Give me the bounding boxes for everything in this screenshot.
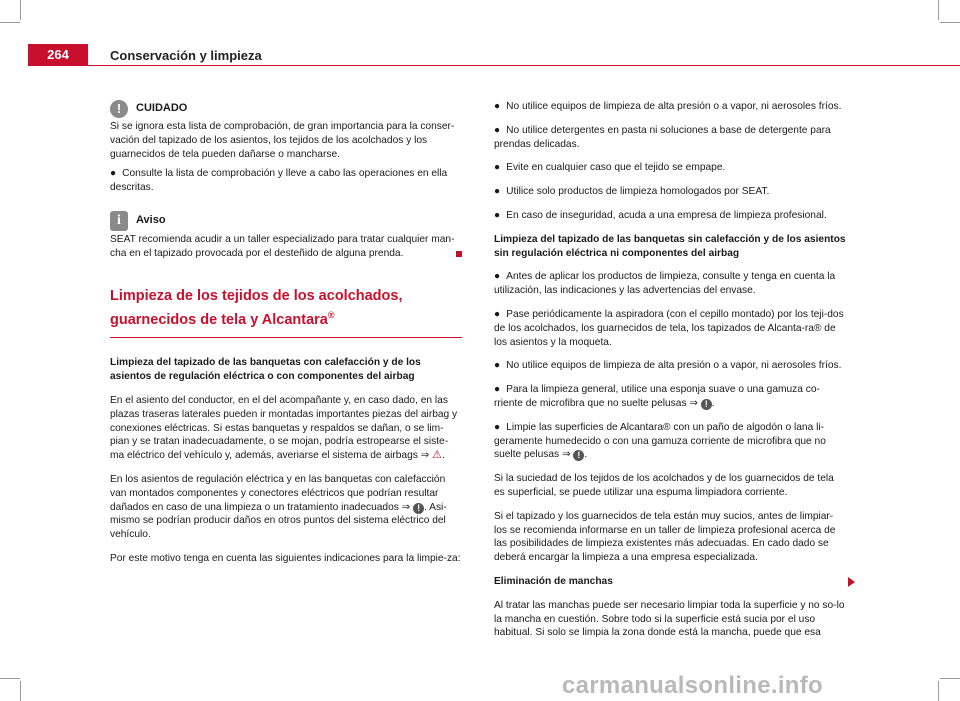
exclamation-circle-icon: !	[413, 503, 424, 514]
bullet-dot-icon: ●	[494, 360, 501, 372]
crop-mark	[940, 22, 960, 23]
crop-mark	[0, 22, 20, 23]
exclamation-circle-icon: !	[573, 450, 584, 461]
list-item: ● Limpie las superficies de Alcantara® con un paño de algodón o lana li-geramente humedecido o con una gamuza corriente de microfibra que no suelte pelusas ⇒ ! .	[494, 421, 826, 461]
list-item: ● No utilice detergentes en pasta ni soluciones a base de detergente para prendas delicadas.	[494, 124, 831, 150]
section-end-marker	[456, 251, 462, 257]
running-header-title: Conservación y limpieza	[110, 48, 262, 63]
continue-arrow-icon	[848, 577, 855, 587]
caution-text: Si se ignora esta lista de comprobación, de gran importancia para la conser-vación del tapizado de los asientos, los tejidos de los acolchados y los guarnecidos de tela pueden dañarse o mancharse.	[110, 121, 455, 160]
bullet-dot-icon: ●	[494, 271, 501, 283]
list-item: ● En caso de inseguridad, acuda a una empresa de limpieza profesional.	[494, 209, 827, 221]
page-number: 264	[28, 44, 88, 66]
notice-title: Aviso	[136, 214, 166, 227]
watermark: carmanualsonline.info	[562, 672, 824, 699]
caution-bullet: ● Consulte la lista de comprobación y lleve a cabo las operaciones en ella descritas.	[110, 168, 448, 194]
list-item: ● Antes de aplicar los productos de limpieza, consulte y tenga en cuenta la utilización, las indicaciones y las advertencias del envase.	[494, 271, 836, 297]
caution-header	[110, 100, 462, 118]
bullet-dot-icon: ●	[110, 168, 117, 180]
notice-header	[110, 211, 462, 231]
notice-text: SEAT recomienda acudir a un taller especializado para tratar cualquier man-cha en el tapizado provocada por el desteñido de alguna prenda.	[110, 233, 462, 261]
crop-mark	[20, 681, 21, 701]
info-icon: i	[110, 211, 128, 231]
paragraph-airbag: En el asiento del conductor, en el del acompañante y, en caso dado, en las plazas traseras laterales pueden ir montadas importantes piezas del airbag y conexiones eléctricas. Si estas banquetas y respaldos se dañan, o se lim-pian y se tratan inadecuadamente, o se mojan, podría estropearse el siste-ma eléctrico del vehículo y, además, averiarse el sistema de airbags ⇒ ⚠.	[110, 395, 458, 462]
left-column	[110, 100, 462, 576]
paragraph-heavy-dirt: Si el tapizado y los guarnecidos de tela están muy sucios, antes de limpiar-los se recomienda informarse en un taller de limpieza profesional acerca de las posibilidades de limpieza existentes más adecuadas. En cado dado se deberá encargar la limpieza a una empresa especializada.	[494, 510, 836, 564]
crop-mark	[938, 681, 939, 701]
crop-mark	[940, 678, 960, 679]
list-item: ● Pase periódicamente la aspiradora (con el cepillo montado) por los teji-dos de los acolchados, los guarnecidos de tela, los tapizados de Alcanta-ra® de los asientos y la moqueta.	[494, 308, 844, 348]
bullet-dot-icon: ●	[494, 186, 501, 198]
bullet-dot-icon: ●	[494, 209, 501, 221]
right-column	[494, 100, 846, 650]
crop-mark	[0, 678, 20, 679]
paragraph-light-dirt: Si la suciedad de los tejidos de los acolchados y de los guarnecidos de tela es superficial, se puede utilizar una espuma limpiadora corriente.	[494, 473, 834, 498]
header-rule	[88, 65, 960, 66]
paragraph-instructions: Por este motivo tenga en cuenta las siguientes indicaciones para la limpie-za:	[110, 552, 461, 564]
paragraph-stains: Al tratar las manchas puede ser necesario limpiar toda la superficie y no so-lo la mancha en cuestión. Sobre todo si la superficie está sucia por el uso habitual. Si solo se limpia la zona donde está la mancha, puede que esa	[494, 599, 845, 639]
list-item: ● Evite en cualquier caso que el tejido se empape.	[494, 162, 726, 174]
exclamation-circle-icon: !	[701, 399, 712, 410]
list-item: ● No utilice equipos de limpieza de alta presión o a vapor, ni aerosoles fríos.	[494, 101, 842, 112]
bullet-dot-icon: ●	[494, 162, 501, 174]
section-title: Limpieza de los tejidos de los acolchados, guarnecidos de tela y Alcantara®	[110, 287, 462, 339]
exclamation-circle-icon: !	[110, 100, 128, 118]
bullet-dot-icon: ●	[494, 384, 501, 396]
paragraph-electric-seats: En los asientos de regulación eléctrica y en las banquetas con calefacción van montados componentes y conectores eléctricos que podrían resultar dañados en caso de una limpieza o un tratamiento inadecuados ⇒ ! . Asi-mismo se podrían producir daños en otros puntos del sistema eléctrico del vehículo.	[110, 473, 447, 541]
warning-triangle-icon: ⚠	[432, 449, 442, 462]
bullet-dot-icon: ●	[494, 308, 501, 320]
caution-title: CUIDADO	[136, 102, 188, 115]
list-item: ● Utilice solo productos de limpieza homologados por SEAT.	[494, 186, 770, 198]
bullet-dot-icon: ●	[494, 124, 501, 136]
list-item: ● No utilice equipos de limpieza de alta presión o a vapor, ni aerosoles fríos.	[494, 360, 842, 372]
subhead-unheated-seats: Limpieza del tapizado de las banquetas sin calefacción y de los asientos sin regulación eléctrica ni componentes del airbag	[494, 233, 846, 259]
list-item: ● Para la limpieza general, utilice una esponja suave o una gamuza co-rriente de microfibra que no suelte pelusas ⇒ ! .	[494, 384, 820, 409]
crop-mark	[20, 0, 21, 20]
subhead-heated-seats: Limpieza del tapizado de las banquetas con calefacción y de los asientos de regulación eléctrica o con componentes del airbag	[110, 357, 421, 383]
crop-mark	[938, 0, 939, 20]
bullet-dot-icon: ●	[494, 101, 501, 112]
subhead-stain-removal: Eliminación de manchas	[494, 575, 613, 587]
bullet-dot-icon: ●	[494, 421, 501, 433]
